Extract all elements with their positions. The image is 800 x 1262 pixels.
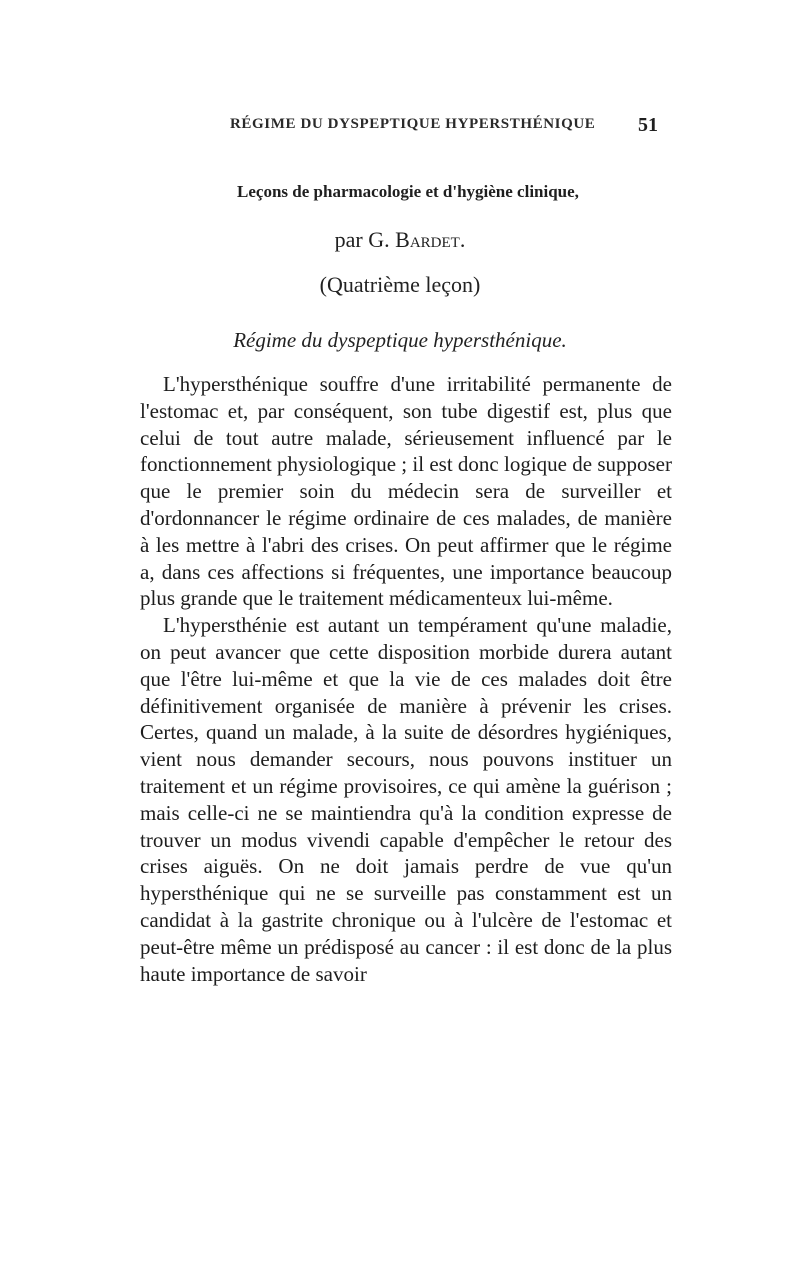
author-prefix: par G. [334, 227, 396, 252]
author-line [250, 227, 550, 253]
paragraph-1: L'hypersthénique souffre d'une irritabilité permanente de l'estomac et, par conséquent, son tube digestif est, plus que celui de tout autre malade, sérieusement influencé par le fonctionnement physiologique ; il est donc logique de supposer que le premier soin du médecin sera de surveiller et d'ordonnancer le régime ordinaire de ces malades, de manière à les mettre à l'abri des crises. On peut affirmer que le régime a, dans ces affections si fréquentes, une importance beaucoup plus grande que le traitement médicamenteux lui-même. [140, 372, 672, 611]
running-head [190, 114, 670, 138]
section-title: Régime du dyspeptique hypersthénique. [233, 328, 567, 352]
body-text [140, 371, 672, 987]
lesson-line: (Quatrième leçon) [319, 272, 481, 297]
paragraph-2: L'hypersthénie est autant un tempérament qu'une maladie, on peut avancer que cette disposition morbide durera autant que l'être lui-même et que la vie de ces malades doit être définitivement organisée de manière à prévenir les crises. Certes, quand un malade, à la suite de désordres hygiéniques, vient nous demander secours, nous pouvons instituer un traitement et un régime provisoires, ce qui amène la guérison ; mais celle-ci ne se maintiendra qu'à la condition expresse de trouver un modus vivendi capable d'empêcher le retour des crises aiguës. On ne doit jamais perdre de vue qu'un hypersthénique qui ne se surveille pas constamment est un candidat à la gastrite chronique ou à l'ulcère de l'estomac et peut-être même un prédisposé au cancer : il est donc de la plus haute importance de savoir [140, 613, 672, 986]
series-title: Leçons de pharmacologie et d'hygiène clinique, [237, 182, 579, 201]
page-number: 51 [638, 114, 658, 136]
author-name: Bardet. [395, 227, 466, 252]
running-title: RÉGIME DU DYSPEPTIQUE HYPERSTHÉNIQUE [230, 116, 596, 132]
